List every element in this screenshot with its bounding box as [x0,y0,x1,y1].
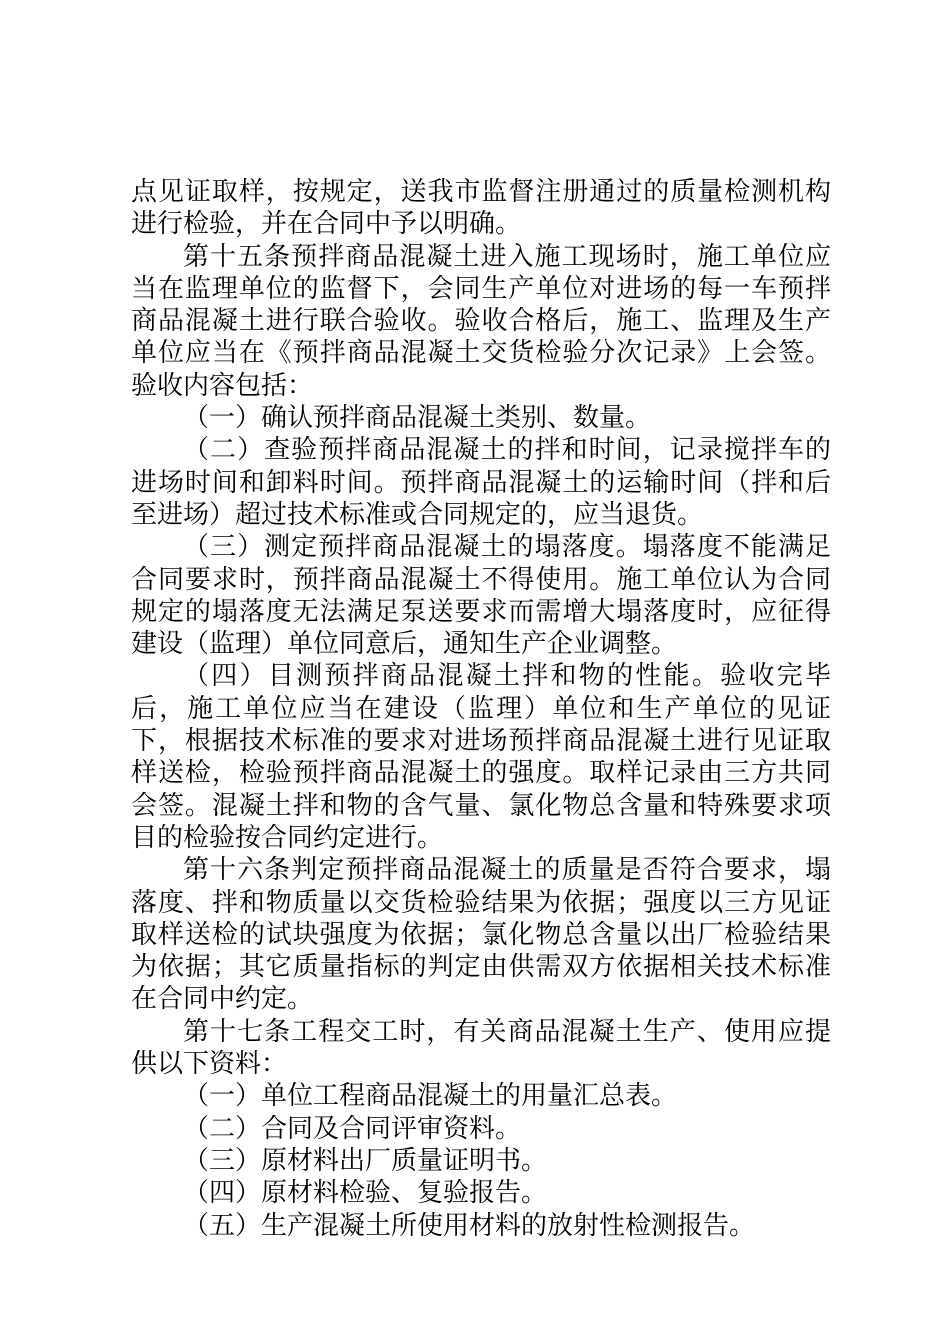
list-item-materials-1: （一）单位工程商品混凝土的用量汇总表。 [183,1081,678,1112]
document-body [131,176,831,1242]
list-item-materials-2: （二）合同及合同评审资料。 [183,1113,522,1144]
paragraph-continuation: 点见证取样，按规定，送我市监督注册通过的质量检测机构进行检验，并在合同中予以明确。 [131,177,831,240]
paragraph-item-4: （四）目测预拌商品混凝土拌和物的性能。验收完毕后，施工单位应当在建设（监理）单位和生产单位的见证下，根据技术标准的要求对进场预拌商品混凝土进行见证取样送检，检验预拌商品混凝土的强度。取样记录由三方共同会签。混凝土拌和物的含气量、氯化物总含量和特殊要求项目的检验按合同约定进行。 [131,661,831,853]
paragraph-item-2: （二）查验预拌商品混凝土的拌和时间，记录搅拌车的进场时间和卸料时间。预拌商品混凝土的运输时间（拌和后至进场）超过技术标准或合同规定的，应当退货。 [131,435,831,530]
paragraph-article-15: 第十五条预拌商品混凝土进入施工现场时，施工单位应当在监理单位的监督下，会同生产单位对进场的每一车预拌商品混凝土进行联合验收。验收合格后，施工、监理及生产单位应当在《预拌商品混凝土交货检验分次记录》上会签。验收内容包括： [131,241,831,401]
paragraph-article-17: 第十七条工程交工时，有关商品混凝土生产、使用应提供以下资料： [131,1016,831,1080]
list-item-materials-3: （三）原材料出厂质量证明书。 [183,1145,548,1176]
list-item-materials-4: （四）原材料检验、复验报告。 [183,1178,548,1209]
list-item-materials-5: （五）生产混凝土所使用材料的放射性检测报告。 [183,1210,756,1241]
paragraph-article-16: 第十六条判定预拌商品混凝土的质量是否符合要求，塌落度、拌和物质量以交货检验结果为依据；强度以三方见证取样送检的试块强度为依据；氯化物总含量以出厂检验结果为依据；其它质量指标的判定由供需双方依据相关技术标准在合同中约定。 [131,855,831,1015]
paragraph-item-3: （三）测定预拌商品混凝土的塌落度。塌落度不能满足合同要求时，预拌商品混凝土不得使用。施工单位认为合同规定的塌落度无法满足泵送要求而需增大塌落度时，应征得建设（监理）单位同意后，通知生产企业调整。 [131,532,831,660]
paragraph-item-1: （一）确认预拌商品混凝土类别、数量。 [183,403,652,434]
